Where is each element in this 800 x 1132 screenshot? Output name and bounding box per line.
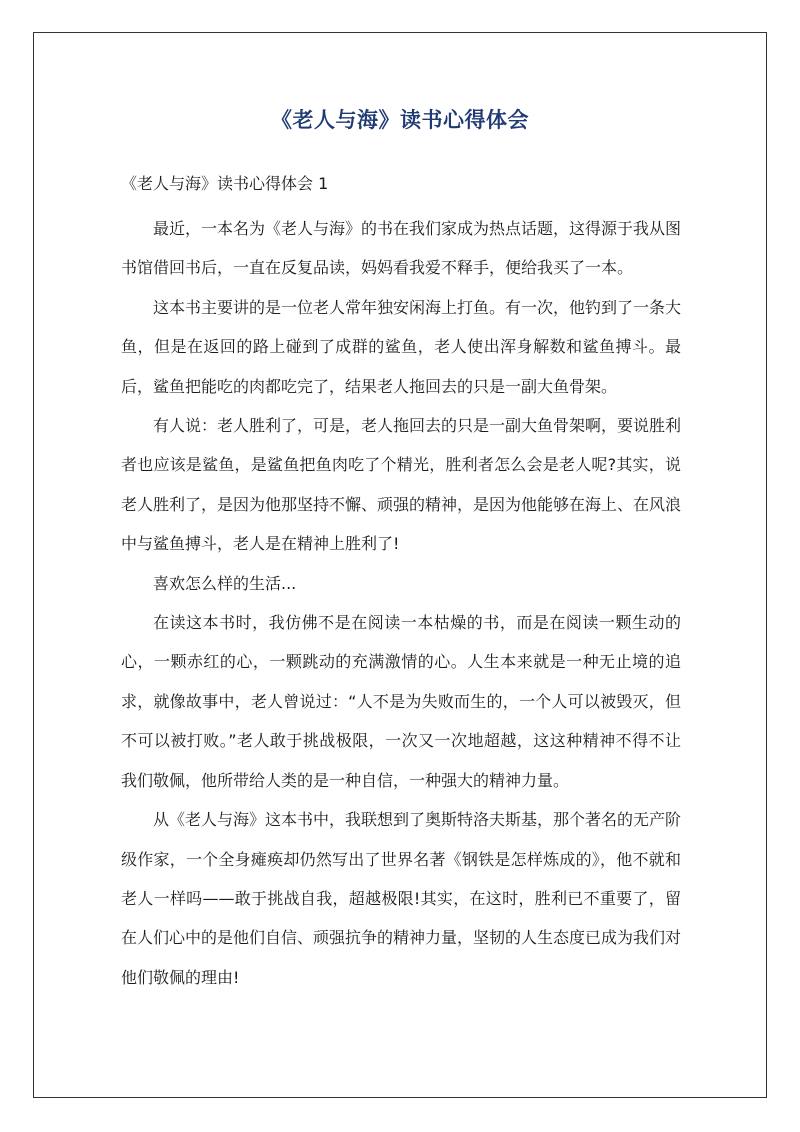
paragraph: 最近，一本名为《老人与海》的书在我们家成为热点话题，这得源于我从图书馆借回书后，一直在反复品读，妈妈看我爱不释手，便给我买了一本。 bbox=[121, 219, 682, 278]
section-heading: 《老人与海》读书心得体会 1 bbox=[121, 174, 329, 193]
paragraph: 喜欢怎么样的生活... bbox=[153, 573, 297, 593]
paragraph: 在读这本书时，我仿佛不是在阅读一本枯燥的书，而是在阅读一颗生动的心，一颗赤红的心，一颗跳动的充满激情的心。人生本来就是一种无止境的追求，就像故事中，老人曾说过：“人不是为失败而生的，一个人可以被毁灭，但不可以被打败。”老人敢于挑战极限，一次又一次地超越，这这种精神不得不让我们敬佩，他所带给人类的是一种自信，一种强大的精神力量。 bbox=[121, 613, 681, 790]
paragraph: 这本书主要讲的是一位老人常年独安闲海上打鱼。有一次，他钓到了一条大鱼，但是在返回的路上碰到了成群的鲨鱼，老人使出浑身解数和鲨鱼搏斗。最后，鲨鱼把能吃的肉都吃完了，结果老人拖回去的只是一副大鱼骨架。 bbox=[121, 297, 682, 396]
document-body bbox=[121, 209, 681, 997]
paragraph: 有人说：老人胜利了，可是，老人拖回去的只是一副大鱼骨架啊，要说胜利者也应该是鲨鱼，是鲨鱼把鱼肉吃了个精光，胜利者怎么会是老人呢?其实，说老人胜利了，是因为他那坚持不懈、顽强的精神，是因为他能够在海上、在风浪中与鲨鱼搏斗，老人是在精神上胜利了! bbox=[121, 416, 682, 554]
document-title: 《老人与海》读书心得体会 bbox=[271, 108, 529, 132]
paragraph: 从《老人与海》这本书中，我联想到了奥斯特洛夫斯基，那个著名的无产阶级作家，一个全身瘫痪却仍然写出了世界名著《钢铁是怎样炼成的》，他不就和老人一样吗——敢于挑战自我，超越极限!其实，在这时，胜利已不重要了，留在人们心中的是他们自信、顽强抗争的精神力量，坚韧的人生态度已成为我们对他们敬佩的理由! bbox=[121, 810, 682, 987]
